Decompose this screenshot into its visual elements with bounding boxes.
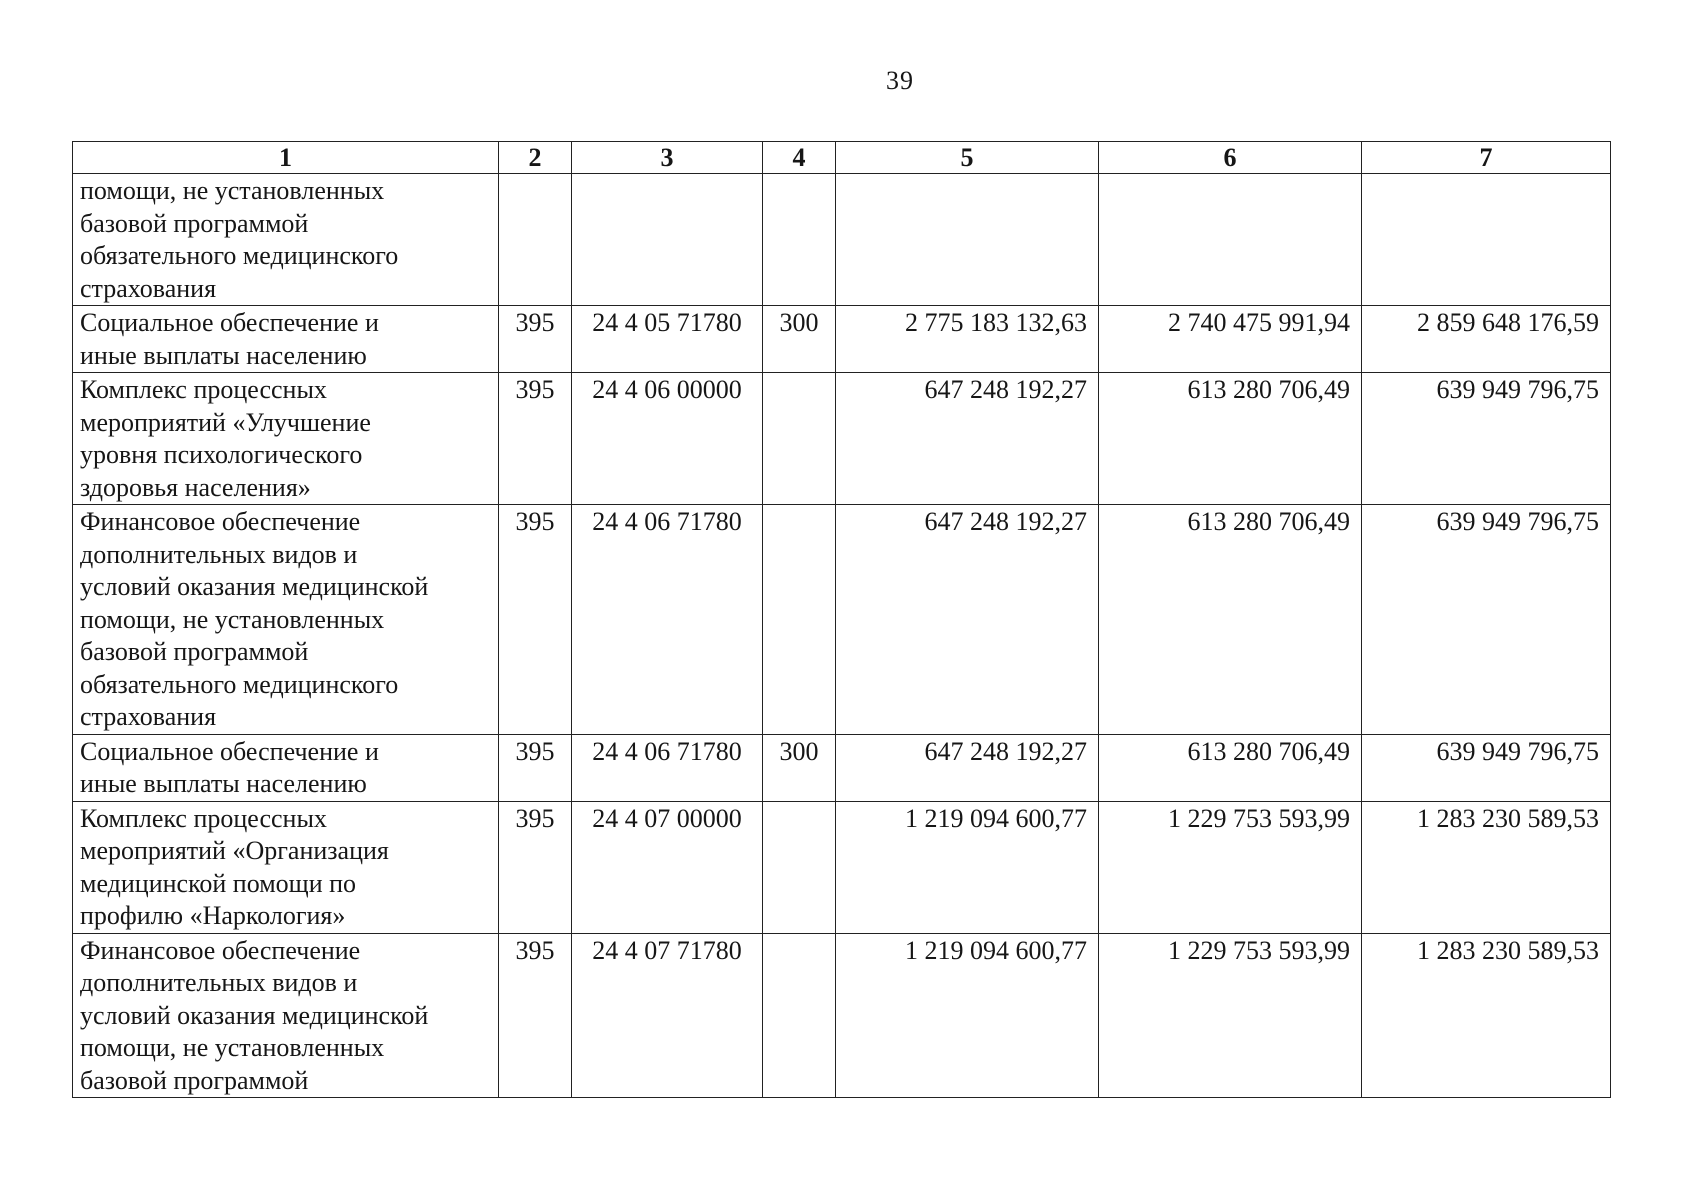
- item-name-line: страхования: [80, 273, 217, 303]
- expense-type-cell: [763, 505, 836, 735]
- item-name-line: помощи, не установленных: [80, 604, 385, 634]
- item-name-line: базовой программой: [80, 208, 309, 238]
- item-name-line: помощи, не установленных: [80, 176, 385, 205]
- expense-type-cell: 300: [763, 734, 836, 801]
- column-header-4: 4: [763, 142, 836, 174]
- ministry-code-cell: 395: [499, 505, 572, 735]
- table-row: [73, 505, 1611, 735]
- amount-column-7-cell: [1362, 174, 1611, 306]
- item-name-line: дополнительных видов и: [80, 968, 358, 997]
- item-name-line: условий оказания медицинской: [80, 1000, 429, 1030]
- table-row: [73, 306, 1611, 373]
- amount-column-7-cell: 639 949 796,75: [1362, 373, 1611, 505]
- amount-column-6-cell: 1 229 753 593,99: [1099, 801, 1362, 933]
- item-name-cell: [73, 306, 499, 373]
- column-header-1: 1: [73, 142, 499, 174]
- expense-type-cell: [763, 373, 836, 505]
- amount-column-7-cell: 1 283 230 589,53: [1362, 801, 1611, 933]
- amount-column-6-cell: 613 280 706,49: [1099, 734, 1362, 801]
- item-name-line: базовой программой: [80, 1065, 309, 1095]
- item-name-line: Социальное обеспечение и: [80, 308, 379, 337]
- ministry-code-cell: 395: [499, 801, 572, 933]
- expense-type-cell: [763, 933, 836, 1098]
- column-header-2: 2: [499, 142, 572, 174]
- column-header-3: 3: [572, 142, 763, 174]
- target-article-cell: 24 4 07 00000: [572, 801, 763, 933]
- item-name-cell: [73, 373, 499, 505]
- table-row: [73, 801, 1611, 933]
- amount-column-5-cell: 1 219 094 600,77: [836, 933, 1099, 1098]
- item-name-line: Комплекс процессных: [80, 375, 327, 404]
- amount-column-7-cell: 2 859 648 176,59: [1362, 306, 1611, 373]
- item-name-line: иные выплаты населению: [80, 340, 367, 370]
- header-row: [73, 142, 1611, 174]
- ministry-code-cell: 395: [499, 734, 572, 801]
- column-header-7: 7: [1362, 142, 1611, 174]
- amount-column-5-cell: 647 248 192,27: [836, 505, 1099, 735]
- item-name-line: уровня психологического: [80, 440, 363, 469]
- expense-type-cell: [763, 174, 836, 306]
- amount-column-7-cell: 639 949 796,75: [1362, 505, 1611, 735]
- item-name-line: помощи, не установленных: [80, 1033, 385, 1062]
- amount-column-7-cell: 1 283 230 589,53: [1362, 933, 1611, 1098]
- item-name-cell: [73, 933, 499, 1098]
- ministry-code-cell: [499, 174, 572, 306]
- target-article-cell: 24 4 07 71780: [572, 933, 763, 1098]
- item-name-line: мероприятий «Улучшение: [80, 407, 371, 437]
- amount-column-5-cell: 647 248 192,27: [836, 734, 1099, 801]
- amount-column-5-cell: 2 775 183 132,63: [836, 306, 1099, 373]
- column-header-5: 5: [836, 142, 1099, 174]
- amount-column-6-cell: 1 229 753 593,99: [1099, 933, 1362, 1098]
- item-name-line: страхования: [80, 702, 217, 731]
- target-article-cell: 24 4 05 71780: [572, 306, 763, 373]
- item-name-cell: [73, 505, 499, 735]
- item-name-line: дополнительных видов и: [80, 539, 358, 569]
- ministry-code-cell: 395: [499, 373, 572, 505]
- item-name-line: профилю «Наркология»: [80, 901, 346, 930]
- amount-column-6-cell: 613 280 706,49: [1099, 505, 1362, 735]
- ministry-code-cell: 395: [499, 933, 572, 1098]
- amount-column-5-cell: [836, 174, 1099, 306]
- target-article-cell: 24 4 06 71780: [572, 734, 763, 801]
- item-name-cell: [73, 734, 499, 801]
- target-article-cell: [572, 174, 763, 306]
- table-body: [73, 174, 1611, 1098]
- item-name-line: Финансовое обеспечение: [80, 507, 361, 536]
- table-row: [73, 734, 1611, 801]
- item-name-cell: [73, 801, 499, 933]
- amount-column-5-cell: 1 219 094 600,77: [836, 801, 1099, 933]
- item-name-line: мероприятий «Организация: [80, 836, 389, 865]
- amount-column-7-cell: 639 949 796,75: [1362, 734, 1611, 801]
- item-name-line: обязательного медицинского: [80, 241, 399, 270]
- expense-type-cell: [763, 801, 836, 933]
- item-name-cell: [73, 174, 499, 306]
- item-name-line: Комплекс процессных: [80, 803, 327, 833]
- item-name-line: условий оказания медицинской: [80, 572, 429, 601]
- table-row: [73, 933, 1611, 1098]
- item-name-line: базовой программой: [80, 637, 309, 666]
- item-name-line: обязательного медицинского: [80, 669, 399, 699]
- table-row: [73, 373, 1611, 505]
- expense-type-cell: 300: [763, 306, 836, 373]
- item-name-line: медицинской помощи по: [80, 868, 357, 898]
- budget-table: [72, 141, 1611, 1098]
- item-name-line: Социальное обеспечение и: [80, 736, 379, 766]
- amount-column-6-cell: 613 280 706,49: [1099, 373, 1362, 505]
- page-number: 39: [886, 66, 914, 95]
- amount-column-5-cell: 647 248 192,27: [836, 373, 1099, 505]
- item-name-line: иные выплаты населению: [80, 769, 367, 798]
- column-header-6: 6: [1099, 142, 1362, 174]
- item-name-line: здоровья населения»: [80, 472, 311, 502]
- amount-column-6-cell: [1099, 174, 1362, 306]
- item-name-line: Финансовое обеспечение: [80, 935, 361, 965]
- target-article-cell: 24 4 06 71780: [572, 505, 763, 735]
- table-row: [73, 174, 1611, 306]
- target-article-cell: 24 4 06 00000: [572, 373, 763, 505]
- ministry-code-cell: 395: [499, 306, 572, 373]
- amount-column-6-cell: 2 740 475 991,94: [1099, 306, 1362, 373]
